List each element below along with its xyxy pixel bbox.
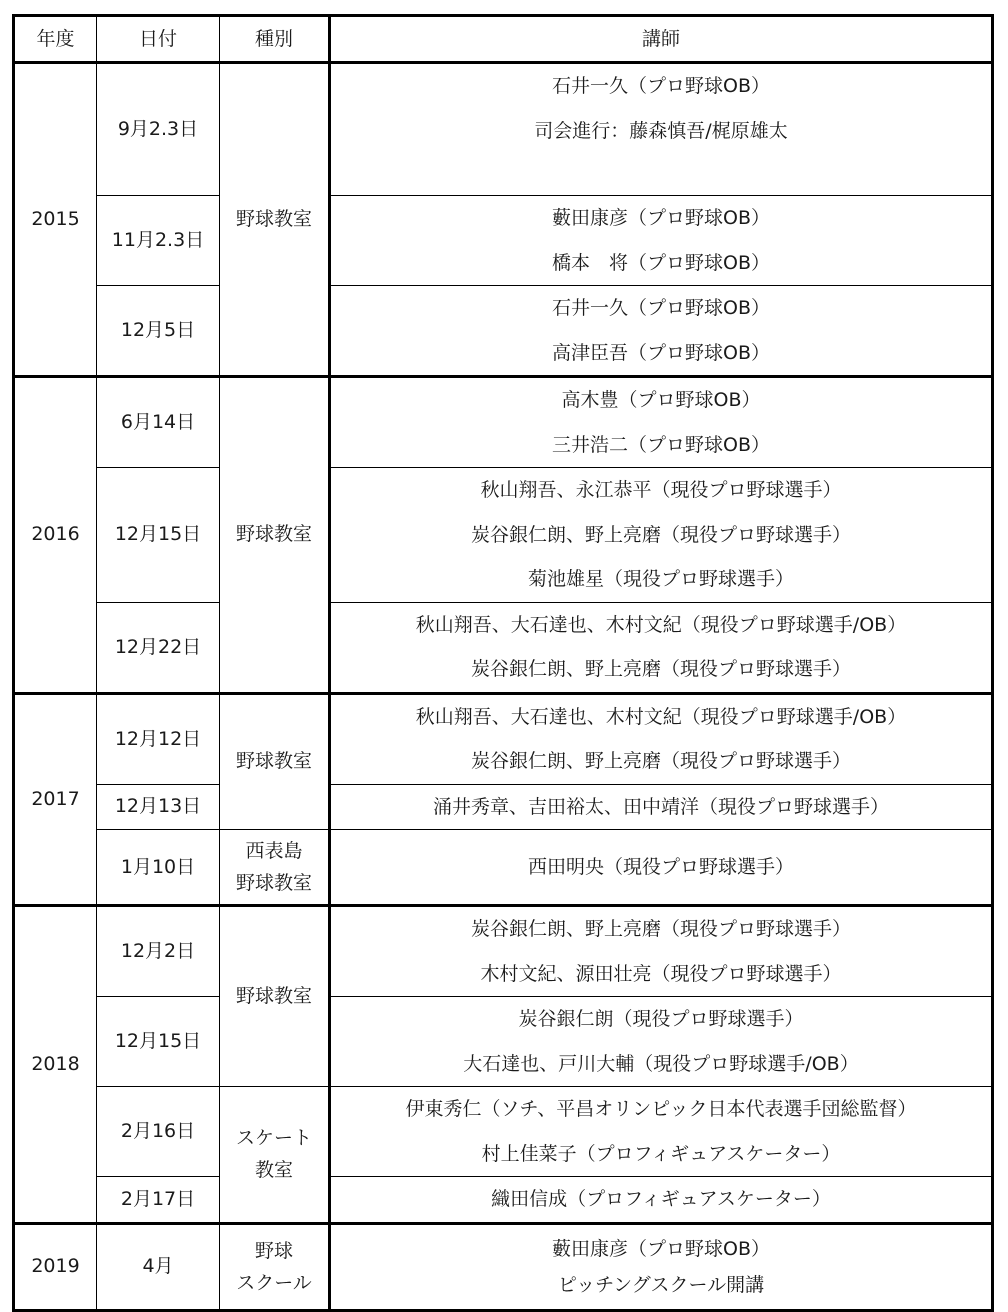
table-row	[14, 602, 993, 693]
table-row	[14, 830, 993, 906]
lecturer-line: 炭谷銀仁朗（現役プロ野球選手）	[518, 1008, 804, 1030]
lecturer-cell	[330, 468, 993, 603]
lecturer-line: 司会進行：藤森慎吾/梶原雄太	[534, 119, 788, 142]
table-row	[14, 468, 993, 603]
lecturer-line: 木村文紀、源田壮亮（現役プロ野球選手）	[480, 962, 842, 985]
table-row	[14, 196, 993, 286]
type-line: スクール	[236, 1271, 312, 1294]
lecture-history-table	[12, 14, 994, 1312]
lecturer-line: 藪田康彦（プロ野球OB）	[552, 207, 770, 229]
lecturer-line: 炭谷銀仁朗、野上亮磨（現役プロ野球選手）	[470, 918, 851, 940]
lecturer-cell	[330, 602, 993, 693]
lecturer-cell	[330, 830, 993, 906]
type-cell: 野球教室	[220, 693, 330, 830]
header-type: 種別	[220, 16, 330, 63]
lecturer-line: 炭谷銀仁朗、野上亮磨（現役プロ野球選手）	[470, 523, 851, 546]
lecturer-line: 菊池雄星（現役プロ野球選手）	[527, 568, 794, 590]
lecturer-line: 高津臣吾（プロ野球OB）	[552, 341, 770, 364]
date-cell: 12月15日	[97, 468, 220, 603]
table-row	[14, 906, 993, 997]
year-cell: 2018	[14, 906, 97, 1224]
type-cell	[220, 830, 330, 906]
table-row	[14, 997, 993, 1087]
date-cell: 12月12日	[97, 693, 220, 784]
lecturer-cell	[330, 906, 993, 997]
year-cell: 2019	[14, 1223, 97, 1310]
lecturer-cell	[330, 286, 993, 377]
year-cell: 2016	[14, 377, 97, 694]
date-cell: 1月10日	[97, 830, 220, 906]
year-cell: 2017	[14, 693, 97, 906]
lecturer-line: 織田信成（プロフィギュアスケーター）	[491, 1188, 831, 1210]
lecturer-cell	[330, 997, 993, 1087]
date-cell: 9月2.3日	[97, 63, 220, 196]
lecturer-cell	[330, 1177, 993, 1224]
type-line: 教室	[254, 1159, 293, 1182]
lecturer-line: ピッチングスクール開講	[557, 1273, 765, 1296]
lecturer-line: 秋山翔吾、大石達也、木村文紀（現役プロ野球選手/OB）	[415, 613, 907, 636]
lecturer-line: 石井一久（プロ野球OB）	[552, 297, 770, 319]
lecturer-line: 高木豊（プロ野球OB）	[561, 389, 761, 411]
date-cell: 12月22日	[97, 602, 220, 693]
lecturer-line: 秋山翔吾、大石達也、木村文紀（現役プロ野球選手/OB）	[415, 705, 907, 728]
lecturer-line: 炭谷銀仁朗、野上亮磨（現役プロ野球選手）	[470, 750, 851, 772]
header-date: 日付	[97, 16, 220, 63]
lecturer-cell	[330, 63, 993, 196]
lecturer-cell	[330, 1223, 993, 1310]
type-cell: 野球教室	[220, 377, 330, 694]
type-line: スケート	[235, 1127, 312, 1150]
date-cell: 12月15日	[97, 997, 220, 1087]
header-row	[14, 16, 993, 63]
lecturer-cell	[330, 1087, 993, 1177]
type-cell: 野球教室	[220, 906, 330, 1087]
type-line: 野球	[254, 1239, 293, 1262]
table-row	[14, 784, 993, 830]
header-year: 年度	[14, 16, 97, 63]
date-cell: 12月5日	[97, 286, 220, 377]
table-row	[14, 63, 993, 196]
table-row	[14, 1223, 993, 1310]
lecturer-cell	[330, 784, 993, 830]
table-row	[14, 693, 993, 784]
type-line: 野球教室	[235, 872, 312, 894]
date-cell: 2月17日	[97, 1177, 220, 1224]
lecturer-line: 三井浩二（プロ野球OB）	[552, 433, 770, 456]
date-cell: 11月2.3日	[97, 196, 220, 286]
table-row	[14, 286, 993, 377]
lecturer-line: 炭谷銀仁朗、野上亮磨（現役プロ野球選手）	[470, 658, 851, 680]
lecturer-line: 西田明央（現役プロ野球選手）	[527, 855, 794, 878]
type-cell	[220, 1223, 330, 1310]
year-cell: 2015	[14, 63, 97, 377]
table-row	[14, 377, 993, 468]
lecturer-line: 涌井秀章、吉田裕太、田中靖洋（現役プロ野球選手）	[432, 795, 889, 818]
lecturer-cell	[330, 693, 993, 784]
date-cell: 12月2日	[97, 906, 220, 997]
date-cell: 2月16日	[97, 1087, 220, 1177]
lecturer-line: 橋本 将（プロ野球OB）	[552, 251, 770, 274]
lecturer-cell	[330, 377, 993, 468]
lecturer-cell	[330, 196, 993, 286]
lecturer-line: 藪田康彦（プロ野球OB）	[552, 1237, 770, 1260]
lecturer-line: 秋山翔吾、永江恭平（現役プロ野球選手）	[480, 479, 842, 501]
type-cell: 野球教室	[220, 63, 330, 377]
header-lecturer: 講師	[330, 16, 993, 63]
table-row	[14, 1177, 993, 1224]
lecturer-line: 石井一久（プロ野球OB）	[552, 75, 770, 97]
type-line: 西表島	[245, 840, 303, 862]
lecturer-line: 村上佳菜子（プロフィギュアスケーター）	[481, 1142, 841, 1165]
date-cell: 4月	[97, 1223, 220, 1310]
date-cell: 6月14日	[97, 377, 220, 468]
lecturer-line: 伊東秀仁（ソチ、平昌オリンピック日本代表選手団総監督）	[405, 1098, 917, 1120]
lecturer-line: 大石達也、戸川大輔（現役プロ野球選手/OB）	[463, 1052, 859, 1075]
table-row	[14, 1087, 993, 1177]
date-cell: 12月13日	[97, 784, 220, 830]
type-cell	[220, 1087, 330, 1224]
